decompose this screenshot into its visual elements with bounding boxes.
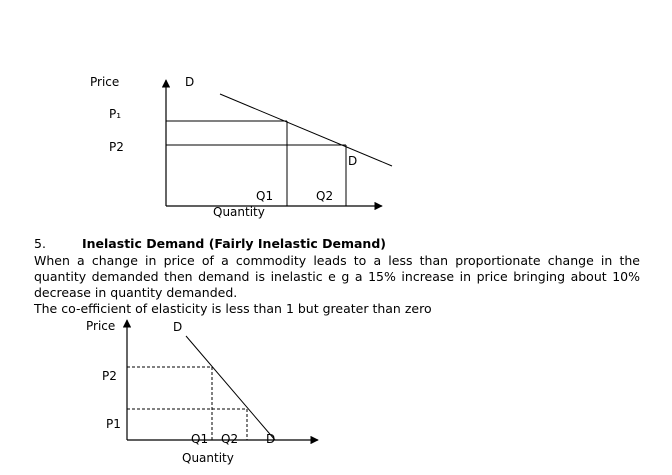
inelastic-demand-section	[34, 236, 640, 317]
q1-label: Q1	[256, 189, 274, 203]
elastic-demand-diagram	[90, 75, 392, 219]
q2-label: Q2	[316, 189, 334, 203]
p2-label: P2	[109, 140, 124, 154]
demand-label-end: D	[266, 432, 276, 446]
demand-label-top: D	[173, 320, 183, 334]
section-number: 5.	[34, 236, 46, 251]
quantity-label: Quantity	[182, 451, 234, 465]
section-heading	[34, 236, 640, 252]
demand-curve	[220, 94, 392, 166]
coefficient-text: The co-efficient of elasticity is less than 1 but greater than zero	[34, 301, 432, 316]
q1-label: Q1	[191, 432, 209, 446]
q2-label: Q2	[221, 432, 239, 446]
p2-label: P2	[102, 369, 117, 383]
quantity-label: Quantity	[213, 205, 265, 219]
p1-label: P1	[106, 417, 121, 431]
price-label: Price	[90, 75, 120, 89]
section-title: Inelastic Demand (Fairly Inelastic Demand)	[82, 236, 386, 251]
demand-curve	[186, 336, 275, 440]
demand-label-top: D	[185, 75, 195, 89]
price-label: Price	[86, 319, 116, 333]
demand-label-end: D	[348, 154, 358, 168]
inelastic-demand-diagram	[86, 319, 318, 465]
section-paragraph: When a change in price of a commodity leads to a less than proportionate change in the quantity demanded then demand is inelastic e g a 15% increase in price bringing about 10% decrease in quantity demanded.	[34, 253, 640, 300]
p1-label: P₁	[109, 107, 122, 121]
